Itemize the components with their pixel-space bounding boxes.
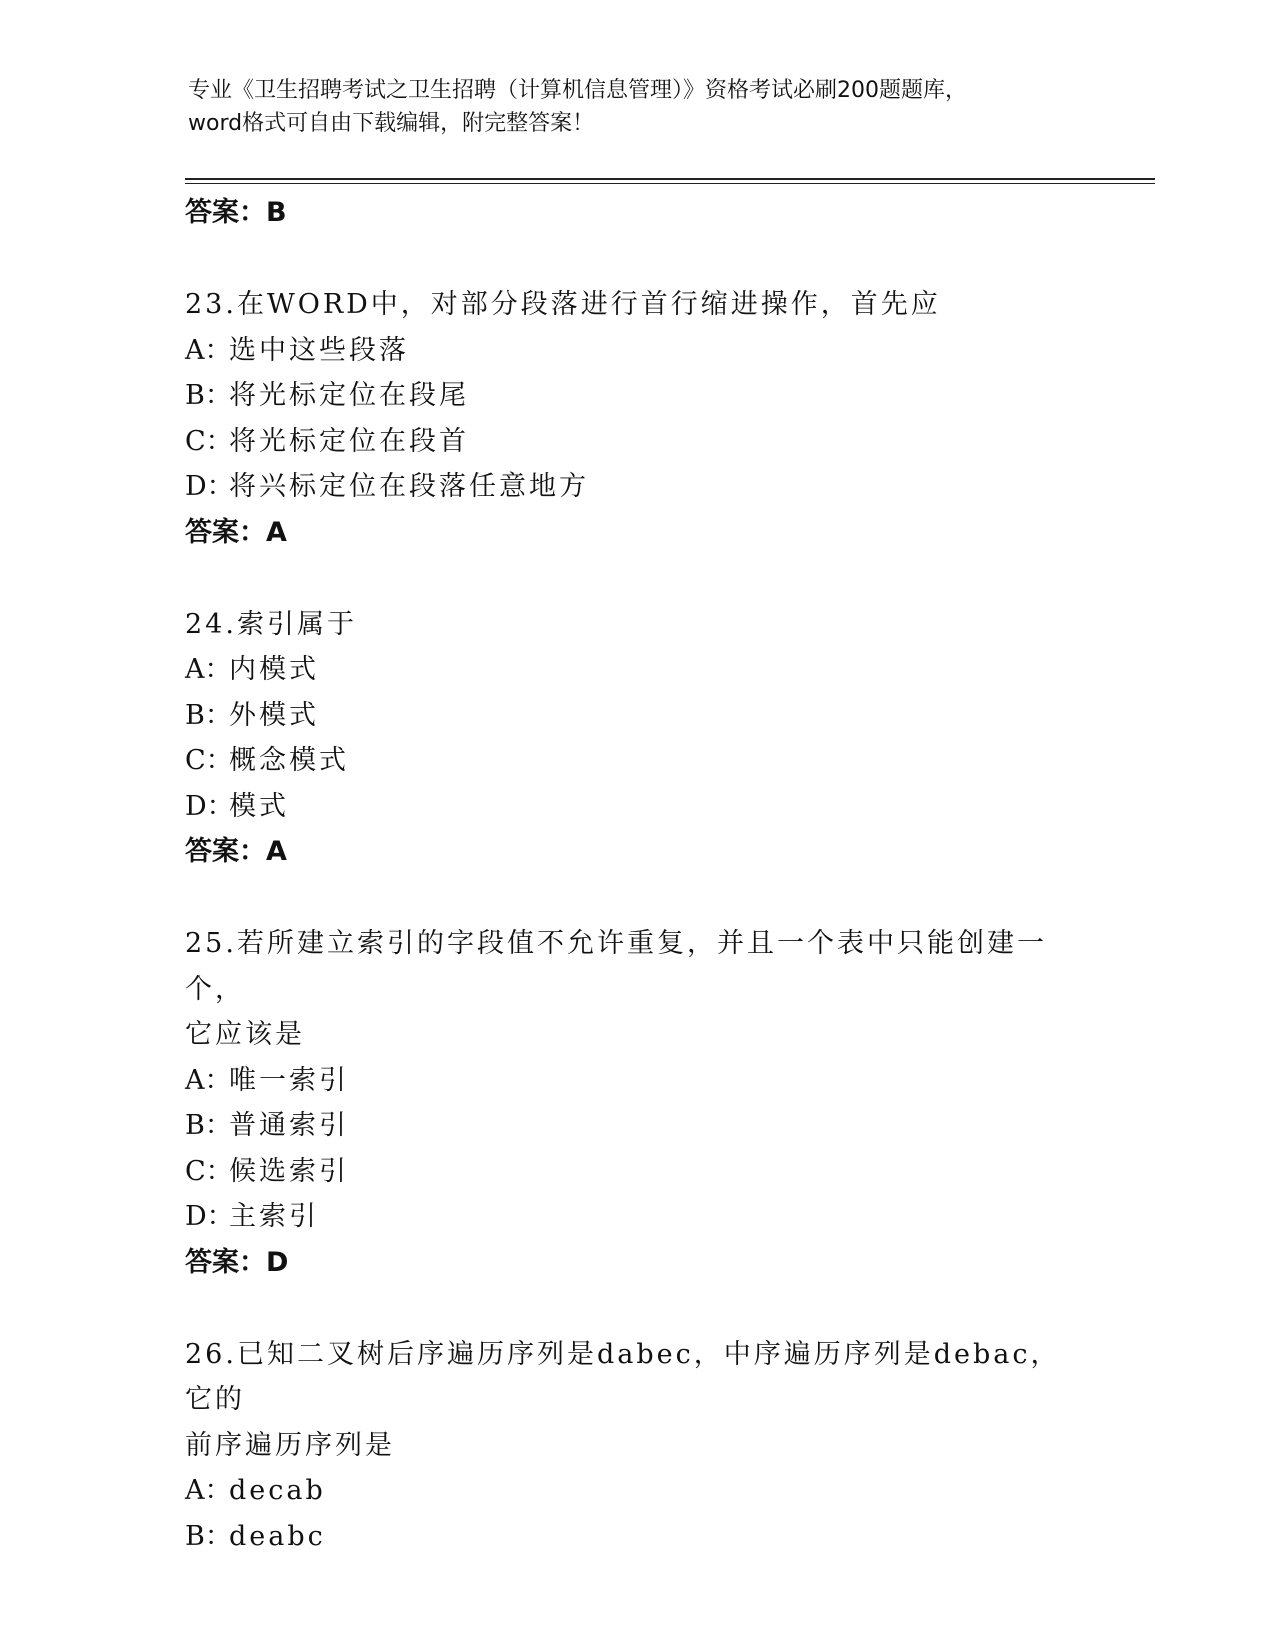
option-text: deabc bbox=[229, 1520, 326, 1552]
question-spacer bbox=[185, 236, 1085, 282]
question-text: 25.若所建立索引的字段值不允许重复，并且一个表中只能创建一个， bbox=[185, 928, 1047, 1005]
option-item bbox=[185, 784, 1085, 830]
question-block bbox=[185, 921, 1085, 1286]
option-text: 主索引 bbox=[229, 1201, 319, 1232]
option-letter: C： bbox=[185, 1155, 233, 1187]
option-text: 唯一索引 bbox=[229, 1064, 349, 1096]
option-item bbox=[185, 419, 1085, 465]
question-block bbox=[185, 282, 1085, 556]
option-letter: C： bbox=[185, 425, 233, 457]
option-letter: D： bbox=[185, 1201, 234, 1232]
option-item bbox=[185, 693, 1085, 739]
option-item bbox=[185, 373, 1085, 419]
answer-label: 答案： bbox=[185, 836, 266, 867]
option-letter: A： bbox=[185, 654, 232, 685]
answer-value: D bbox=[266, 1246, 289, 1278]
header-line-1: 专业《卫生招聘考试之卫生招聘（计算机信息管理）》资格考试必刷200题题库， bbox=[188, 78, 967, 103]
option-item bbox=[185, 647, 1085, 693]
option-item bbox=[185, 1103, 1085, 1149]
option-item bbox=[185, 738, 1085, 784]
answer-line bbox=[185, 510, 1085, 556]
answer-value: B bbox=[266, 197, 287, 228]
option-letter: D： bbox=[185, 471, 234, 502]
answer-line bbox=[185, 1240, 1085, 1286]
option-letter: B： bbox=[185, 380, 232, 411]
option-letter: A： bbox=[185, 334, 232, 366]
option-text: 将兴标定位在段落任意地方 bbox=[229, 471, 589, 502]
question-spacer bbox=[185, 556, 1085, 602]
option-text: 模式 bbox=[229, 790, 289, 822]
option-letter: C： bbox=[185, 745, 233, 776]
option-item bbox=[185, 464, 1085, 510]
option-letter: A： bbox=[185, 1064, 232, 1096]
option-text: 普通索引 bbox=[229, 1110, 349, 1141]
header-rule-top bbox=[185, 178, 1155, 180]
answer-value: A bbox=[266, 836, 287, 867]
answer-line bbox=[185, 829, 1085, 875]
answer-label: 答案： bbox=[185, 1246, 266, 1278]
answer-line bbox=[185, 190, 1085, 236]
question-block bbox=[185, 1332, 1085, 1560]
question-spacer bbox=[185, 875, 1085, 921]
option-item bbox=[185, 1194, 1085, 1240]
option-text: 内模式 bbox=[229, 654, 319, 685]
option-letter: B： bbox=[185, 699, 232, 731]
answer-value: A bbox=[266, 516, 287, 548]
option-text: 外模式 bbox=[229, 699, 319, 731]
answer-label: 答案： bbox=[185, 197, 266, 228]
option-text: 将光标定位在段尾 bbox=[229, 380, 469, 411]
option-item bbox=[185, 1514, 1085, 1560]
question-list bbox=[185, 190, 1085, 1559]
option-text: 将光标定位在段首 bbox=[229, 425, 469, 457]
question-text: 它应该是 bbox=[185, 1019, 305, 1050]
option-item bbox=[185, 1149, 1085, 1195]
option-text: decab bbox=[229, 1475, 326, 1506]
question-text: 前序遍历序列是 bbox=[185, 1429, 395, 1461]
answer-label: 答案： bbox=[185, 516, 266, 548]
option-item bbox=[185, 328, 1085, 374]
page-header bbox=[188, 74, 1088, 140]
question-spacer bbox=[185, 1286, 1085, 1332]
question-text: 24.索引属于 bbox=[185, 608, 357, 640]
option-letter: B： bbox=[185, 1520, 232, 1552]
option-letter: A： bbox=[185, 1475, 232, 1506]
header-line-2: word格式可自由下载编辑，附完整答案！ bbox=[188, 111, 595, 136]
option-letter: B： bbox=[185, 1110, 232, 1141]
option-text: 概念模式 bbox=[229, 745, 349, 776]
option-text: 候选索引 bbox=[229, 1155, 349, 1187]
question-text: 26.已知二叉树后序遍历序列是dabec，中序遍历序列是debac，它的 bbox=[185, 1338, 1061, 1415]
header-rule-bottom bbox=[185, 183, 1155, 184]
option-text: 选中这些段落 bbox=[229, 334, 409, 366]
question-block bbox=[185, 602, 1085, 876]
option-letter: D： bbox=[185, 790, 234, 822]
question-text: 23.在WORD中，对部分段落进行首行缩进操作，首先应 bbox=[185, 289, 941, 320]
option-item bbox=[185, 1468, 1085, 1514]
option-item bbox=[185, 1058, 1085, 1104]
